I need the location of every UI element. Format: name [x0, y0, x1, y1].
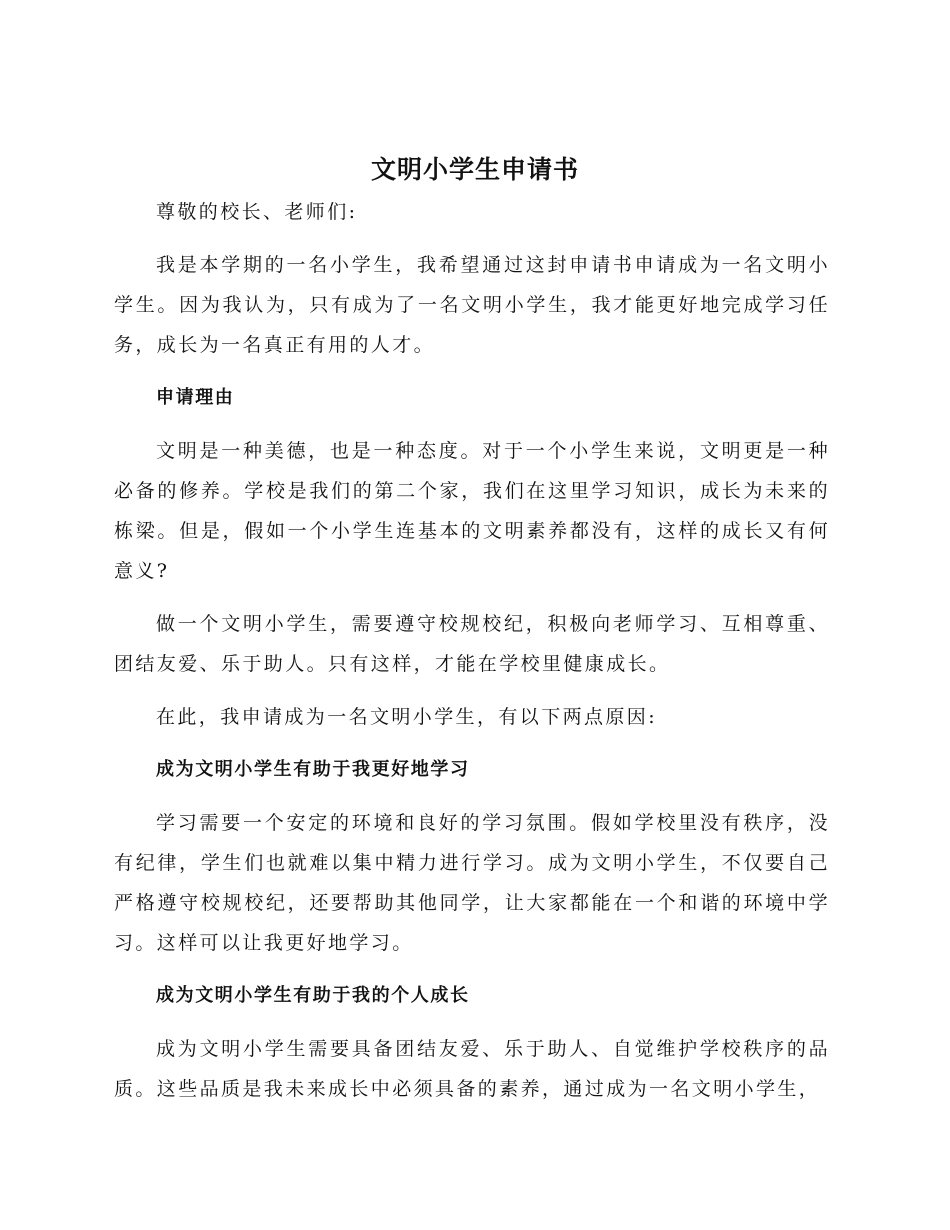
reasons-paragraph-2: 做一个文明小学生，需要遵守校规校纪，积极向老师学习、互相尊重、团结友爱、乐于助人。只有这样，才能在学校里健康成长。: [114, 613, 830, 675]
section-heading-reasons: 申请理由: [156, 387, 235, 408]
salutation: 尊敬的校长、老师们:: [156, 201, 358, 223]
section-heading-learning: 成为文明小学生有助于我更好地学习: [156, 759, 470, 780]
reasons-paragraph-1: 文明是一种美德，也是一种态度。对于一个小学生来说，文明更是一种必备的修养。学校是我们的第二个家，我们在这里学习知识，成长为未来的栋梁。但是，假如一个小学生连基本的文明素养都没有，这样的成长又有何意义?: [114, 440, 830, 582]
intro-paragraph: 我是本学期的一名小学生，我希望通过这封申请书申请成为一名文明小学生。因为我认为，只有成为了一名文明小学生，我才能更好地完成学习任务，成长为一名真正有用的人才。: [114, 254, 830, 356]
reasons-paragraph-3: 在此，我申请成为一名文明小学生，有以下两点原因:: [156, 706, 658, 728]
document-body: [114, 192, 830, 1121]
section-heading-growth: 成为文明小学生有助于我的个人成长: [156, 985, 470, 1006]
learning-paragraph: 学习需要一个安定的环境和良好的学习氛围。假如学校里没有秩序，没有纪律，学生们也就难以集中精力进行学习。成为文明小学生，不仅要自己严格遵守校规校纪，还要帮助其他同学，让大家都能在一个和谐的环境中学习。这样可以让我更好地学习。: [114, 812, 830, 954]
page-title: 文明小学生申请书: [370, 155, 579, 184]
growth-paragraph: 成为文明小学生需要具备团结友爱、乐于助人、自觉维护学校秩序的品质。这些品质是我未来成长中必须具备的素养，通过成为一名文明小学生，: [114, 1038, 830, 1100]
